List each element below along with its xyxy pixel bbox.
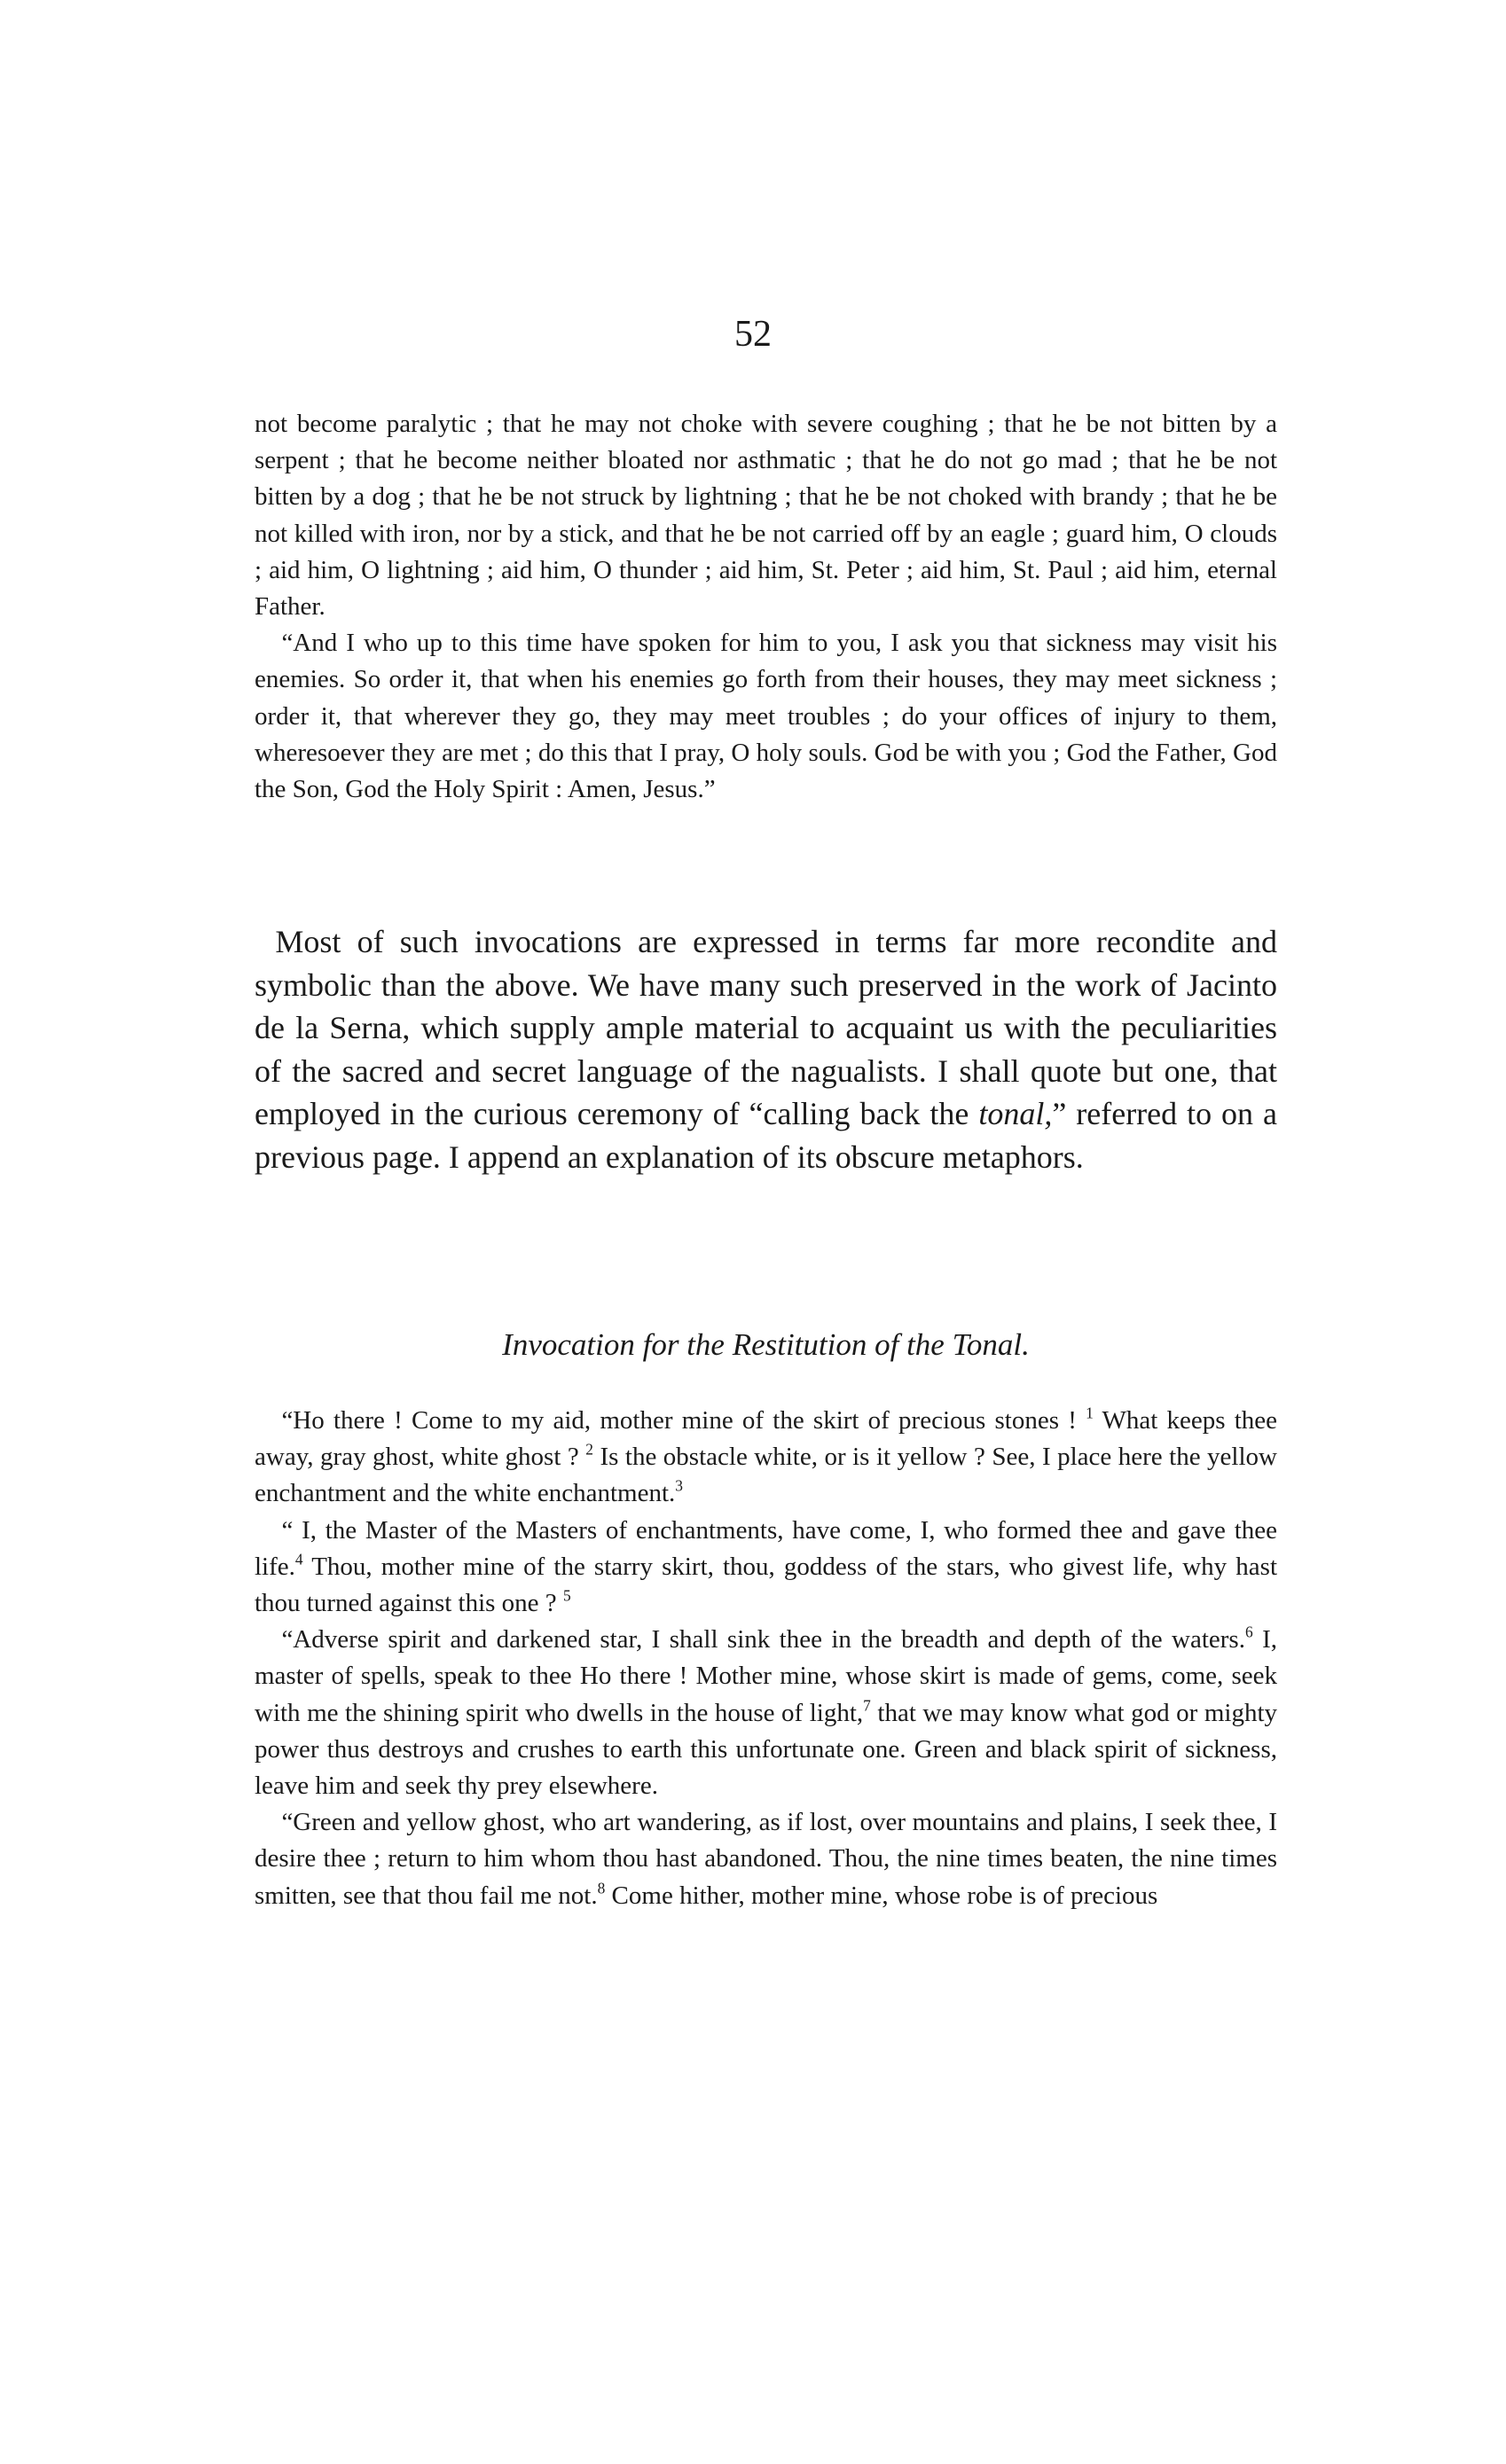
body-text-part: Most of such invocations are expressed in terms far more recondite and symbolic than the above. We have many such preserved in the work of Jacinto de la Serna, which supply ample material to acquaint us with the peculiarities of the sacred and secret language of the nagualists. I shall quote but one, that employed in the curious ceremony of “calling back the [255,924,1277,1132]
body-paragraph [255,920,1277,1179]
invocation-paragraph [255,1513,1277,1623]
quoted-prayer [255,406,1277,808]
section-heading: Invocation for the Restitution of the Tonal. [502,1327,1030,1362]
footnote-marker: 2 [585,1440,593,1459]
body-text-part: ” referred to on a previous page. I append an explanation of its obscure metaphors. [255,1096,1277,1175]
text-run: “Ho there ! Come to my aid, mother mine of the skirt of precious stones ! [281,1406,1086,1435]
text-run: What keeps thee away, gray ghost, white ghost ? [255,1406,1278,1472]
footnote-marker: 4 [294,1550,303,1568]
footnote-marker: 5 [562,1586,571,1605]
page-number: 52 [734,314,772,355]
footnote-marker: 3 [675,1477,683,1496]
text-run: “Adverse spirit and darkened star, I shall sink thee in the breadth and depth of the waters. [281,1625,1245,1654]
invocation-paragraph [255,1622,1277,1804]
footnote-marker: 6 [1244,1623,1253,1641]
tonal-term: tonal, [978,1096,1053,1132]
text-run: Is the obstacle white, or is it yellow ? See, I place here the yellow enchantment and the white enchantment. [255,1443,1277,1508]
invocation-paragraph [255,1403,1277,1513]
footnote-marker: 1 [1086,1404,1094,1422]
quote-paragraph: “And I who up to this time have spoken for him to you, I ask you that sickness may visit his enemies. So order it, that when his enemies go forth from their houses, they may meet sickness ; order it, that wherever they go, they may meet troubles ; do your offices of injury to them, wheresoever they are met ; do this that I pray, O holy souls. God be with you ; God the Father, God the Son, God the Holy Spirit : Amen, Jesus.” [255,629,1277,804]
quote-paragraph: not become paralytic ; that he may not choke with severe coughing ; that he be not bitten by a serpent ; that he become neither bloated nor asthmatic ; that he do not go mad ; that he be not bitten by a dog ; that he be not struck by lightning ; that he be not choked with brandy ; that he be not killed with iron, nor by a stick, and that he be not carried off by an eagle ; guard him, O clouds ; aid him, O lightning ; aid him, O thunder ; aid him, St. Peter ; aid him, St. Paul ; aid him, eternal Father. [255,410,1277,622]
text-run: I, master of spells, speak to thee Ho there ! Mother mine, whose skirt is made of gems, come, seek with me the shining spirit who dwells in the house of light, [255,1625,1277,1727]
body-text [255,920,1277,1179]
text-run: Come hither, mother mine, whose robe is of precious [605,1881,1158,1910]
invocation-paragraph [255,1804,1277,1914]
text-run: Thou, mother mine of the starry skirt, thou, goddess of the stars, who givest life, why hast thou turned against this one ? [255,1552,1277,1618]
footnote-marker: 7 [863,1696,871,1715]
footnote-marker: 8 [597,1879,606,1897]
invocation-text [255,1403,1277,1914]
text-run: “Green and yellow ghost, who art wandering, as if lost, over mountains and plains, I seek thee, I desire thee ; return to him whom thou hast abandoned. Thou, the nine times beaten, the nine times smitten, see that thou fail me not. [255,1808,1277,1910]
text-run: that we may know what god or mighty power thus destroys and crushes to earth this unfortunate one. Green and black spirit of sickness, leave him and seek thy prey elsewhere. [255,1698,1278,1801]
text-run: “ I, the Master of the Masters of enchantments, have come, I, who formed thee and gave thee life. [255,1515,1277,1581]
